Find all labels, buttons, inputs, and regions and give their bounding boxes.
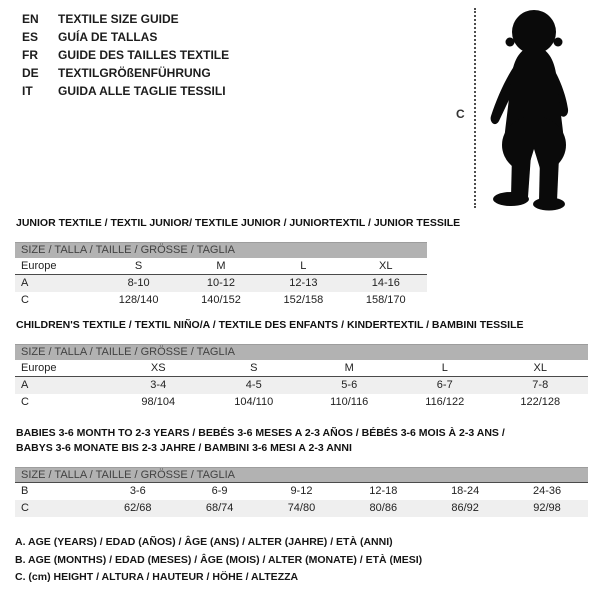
table-title-line: BABYS 3-6 MONATE BIS 2-3 JAHRE / BAMBINI 3-6 MESI A 2-3 ANNI bbox=[16, 442, 352, 454]
baby-figure bbox=[446, 4, 596, 214]
size-value-cell: 128/140 bbox=[118, 294, 159, 306]
row-label-cell: C bbox=[15, 500, 97, 517]
size-value-cell: 9-12 bbox=[290, 485, 313, 498]
children-size-table bbox=[15, 344, 588, 411]
language-code: EN bbox=[22, 12, 39, 26]
height-measure-line bbox=[474, 8, 476, 208]
size-value-cell: L bbox=[262, 258, 344, 275]
row-label-cell: A bbox=[15, 275, 97, 292]
size-value-cell: 140/152 bbox=[201, 294, 241, 306]
size-value-cell: 12-13 bbox=[262, 275, 344, 292]
size-value-cell: S bbox=[97, 258, 179, 275]
language-row bbox=[22, 46, 229, 64]
size-value-cell: 86/92 bbox=[424, 500, 506, 517]
size-value-cell: XL bbox=[493, 360, 589, 377]
junior-table-title bbox=[16, 216, 460, 231]
babies-size-table bbox=[15, 467, 588, 517]
table-title-line: JUNIOR TEXTILE / TEXTIL JUNIOR/ TEXTILE JUNIOR / JUNIORTEXTIL / JUNIOR TESSILE bbox=[16, 217, 461, 229]
size-value-cell: 8-10 bbox=[97, 275, 179, 292]
babies-table-section bbox=[15, 426, 588, 517]
language-row bbox=[22, 10, 229, 28]
size-value-cell: S bbox=[206, 360, 302, 377]
size-value-cell: 3-4 bbox=[111, 377, 207, 394]
language-code: ES bbox=[22, 30, 39, 44]
size-value-cell: M bbox=[180, 258, 262, 275]
size-value-cell: 122/128 bbox=[520, 396, 561, 408]
footnote-line: A. AGE (YEARS) / EDAD (AÑOS) / ÂGE (ANS) / ALTER (JAHRE) / ETÀ (ANNI) bbox=[15, 536, 393, 548]
footnote-line: C. (cm) HEIGHT / ALTURA / HAUTEUR / HÖHE / ALTEZZA bbox=[15, 571, 299, 583]
size-value-cell: 104/110 bbox=[234, 396, 274, 408]
size-header-cell: SIZE / TALLA / TAILLE / GRÖSSE / TAGLIA bbox=[15, 345, 588, 360]
size-value-cell: 152/158 bbox=[283, 294, 324, 306]
language-code: IT bbox=[22, 84, 33, 98]
size-value-cell: 24-36 bbox=[532, 485, 562, 498]
language-label: TEXTILE SIZE GUIDE bbox=[58, 12, 179, 26]
size-value-cell: 92/98 bbox=[506, 500, 588, 517]
size-value-cell: L bbox=[397, 360, 493, 377]
row-label-cell: C bbox=[21, 294, 29, 306]
table-row bbox=[15, 394, 588, 411]
size-value-cell: 10-12 bbox=[180, 275, 262, 292]
size-header-cell: SIZE / TALLA / TAILLE / GRÖSSE / TAGLIA bbox=[15, 468, 588, 483]
language-row bbox=[22, 28, 229, 46]
size-value-cell: XS bbox=[111, 360, 207, 377]
size-header-row bbox=[15, 243, 427, 258]
size-header-row bbox=[15, 468, 588, 483]
table-row bbox=[15, 258, 427, 275]
row-label-cell: A bbox=[15, 377, 111, 394]
language-row bbox=[22, 64, 229, 82]
size-value-cell: 3-6 bbox=[129, 485, 146, 498]
size-value-cell: 14-16 bbox=[345, 275, 427, 292]
row-label-cell: Europe bbox=[15, 258, 97, 275]
size-value-cell: 98/104 bbox=[141, 396, 176, 408]
table-row bbox=[15, 483, 588, 500]
table-row bbox=[15, 292, 427, 309]
language-list bbox=[22, 10, 229, 100]
table-title-line: BABIES 3-6 MONTH TO 2-3 YEARS / BEBÉS 3-6 MESES A 2-3 AÑOS / BÉBÉS 3-6 MOIS À 2-3 ANS / bbox=[16, 427, 505, 439]
row-label-cell: C bbox=[21, 396, 29, 408]
footnotes bbox=[15, 534, 422, 587]
table-title-line: CHILDREN'S TEXTILE / TEXTIL NIÑO/A / TEXTILE DES ENFANTS / KINDERTEXTIL / BAMBINI TESSILE bbox=[16, 319, 524, 331]
measure-c-label: C bbox=[456, 107, 465, 121]
table-row bbox=[15, 377, 588, 394]
children-table-section bbox=[15, 318, 588, 411]
row-label-cell: Europe bbox=[15, 360, 111, 377]
junior-table-section bbox=[15, 216, 460, 309]
size-value-cell: 18-24 bbox=[451, 485, 480, 498]
footnote-line: B. AGE (MONTHS) / EDAD (MESES) / ÂGE (MOIS) / ALTER (MONATE) / ETÀ (MESI) bbox=[15, 553, 423, 566]
language-label: GUIDE DES TAILLES TEXTILE bbox=[58, 48, 230, 62]
size-value-cell: 7-8 bbox=[493, 377, 589, 394]
row-label-cell: B bbox=[21, 485, 29, 498]
size-value-cell: 68/74 bbox=[179, 500, 261, 517]
size-value-cell: 110/116 bbox=[330, 396, 369, 408]
language-label: GUIDA ALLE TAGLIE TESSILI bbox=[58, 84, 226, 98]
table-row bbox=[15, 500, 588, 517]
language-code: DE bbox=[22, 66, 39, 80]
size-header-cell: SIZE / TALLA / TAILLE / GRÖSSE / TAGLIA bbox=[15, 243, 427, 258]
size-header-row bbox=[15, 345, 588, 360]
language-label: TEXTILGRÖßENFÜHRUNG bbox=[58, 66, 211, 80]
junior-size-table bbox=[15, 242, 427, 309]
language-label: GUÍA DE TALLAS bbox=[58, 30, 158, 44]
size-value-cell: 12-18 bbox=[369, 485, 398, 498]
size-value-cell: XL bbox=[345, 258, 427, 275]
size-value-cell: 6-9 bbox=[211, 485, 228, 498]
size-value-cell: M bbox=[302, 360, 398, 377]
table-row bbox=[15, 360, 588, 377]
size-value-cell: 116/122 bbox=[425, 396, 465, 408]
table-row bbox=[15, 275, 427, 292]
size-value-cell: 62/68 bbox=[97, 500, 179, 517]
language-code: FR bbox=[22, 48, 38, 62]
size-value-cell: 6-7 bbox=[397, 377, 493, 394]
size-value-cell: 4-5 bbox=[206, 377, 302, 394]
size-value-cell: 80/86 bbox=[342, 500, 424, 517]
language-row bbox=[22, 82, 229, 100]
size-value-cell: 158/170 bbox=[365, 294, 406, 306]
children-table-title bbox=[16, 318, 588, 333]
size-value-cell: 74/80 bbox=[261, 500, 343, 517]
baby-silhouette-icon bbox=[480, 5, 594, 213]
babies-table-title bbox=[16, 426, 588, 456]
size-value-cell: 5-6 bbox=[302, 377, 398, 394]
